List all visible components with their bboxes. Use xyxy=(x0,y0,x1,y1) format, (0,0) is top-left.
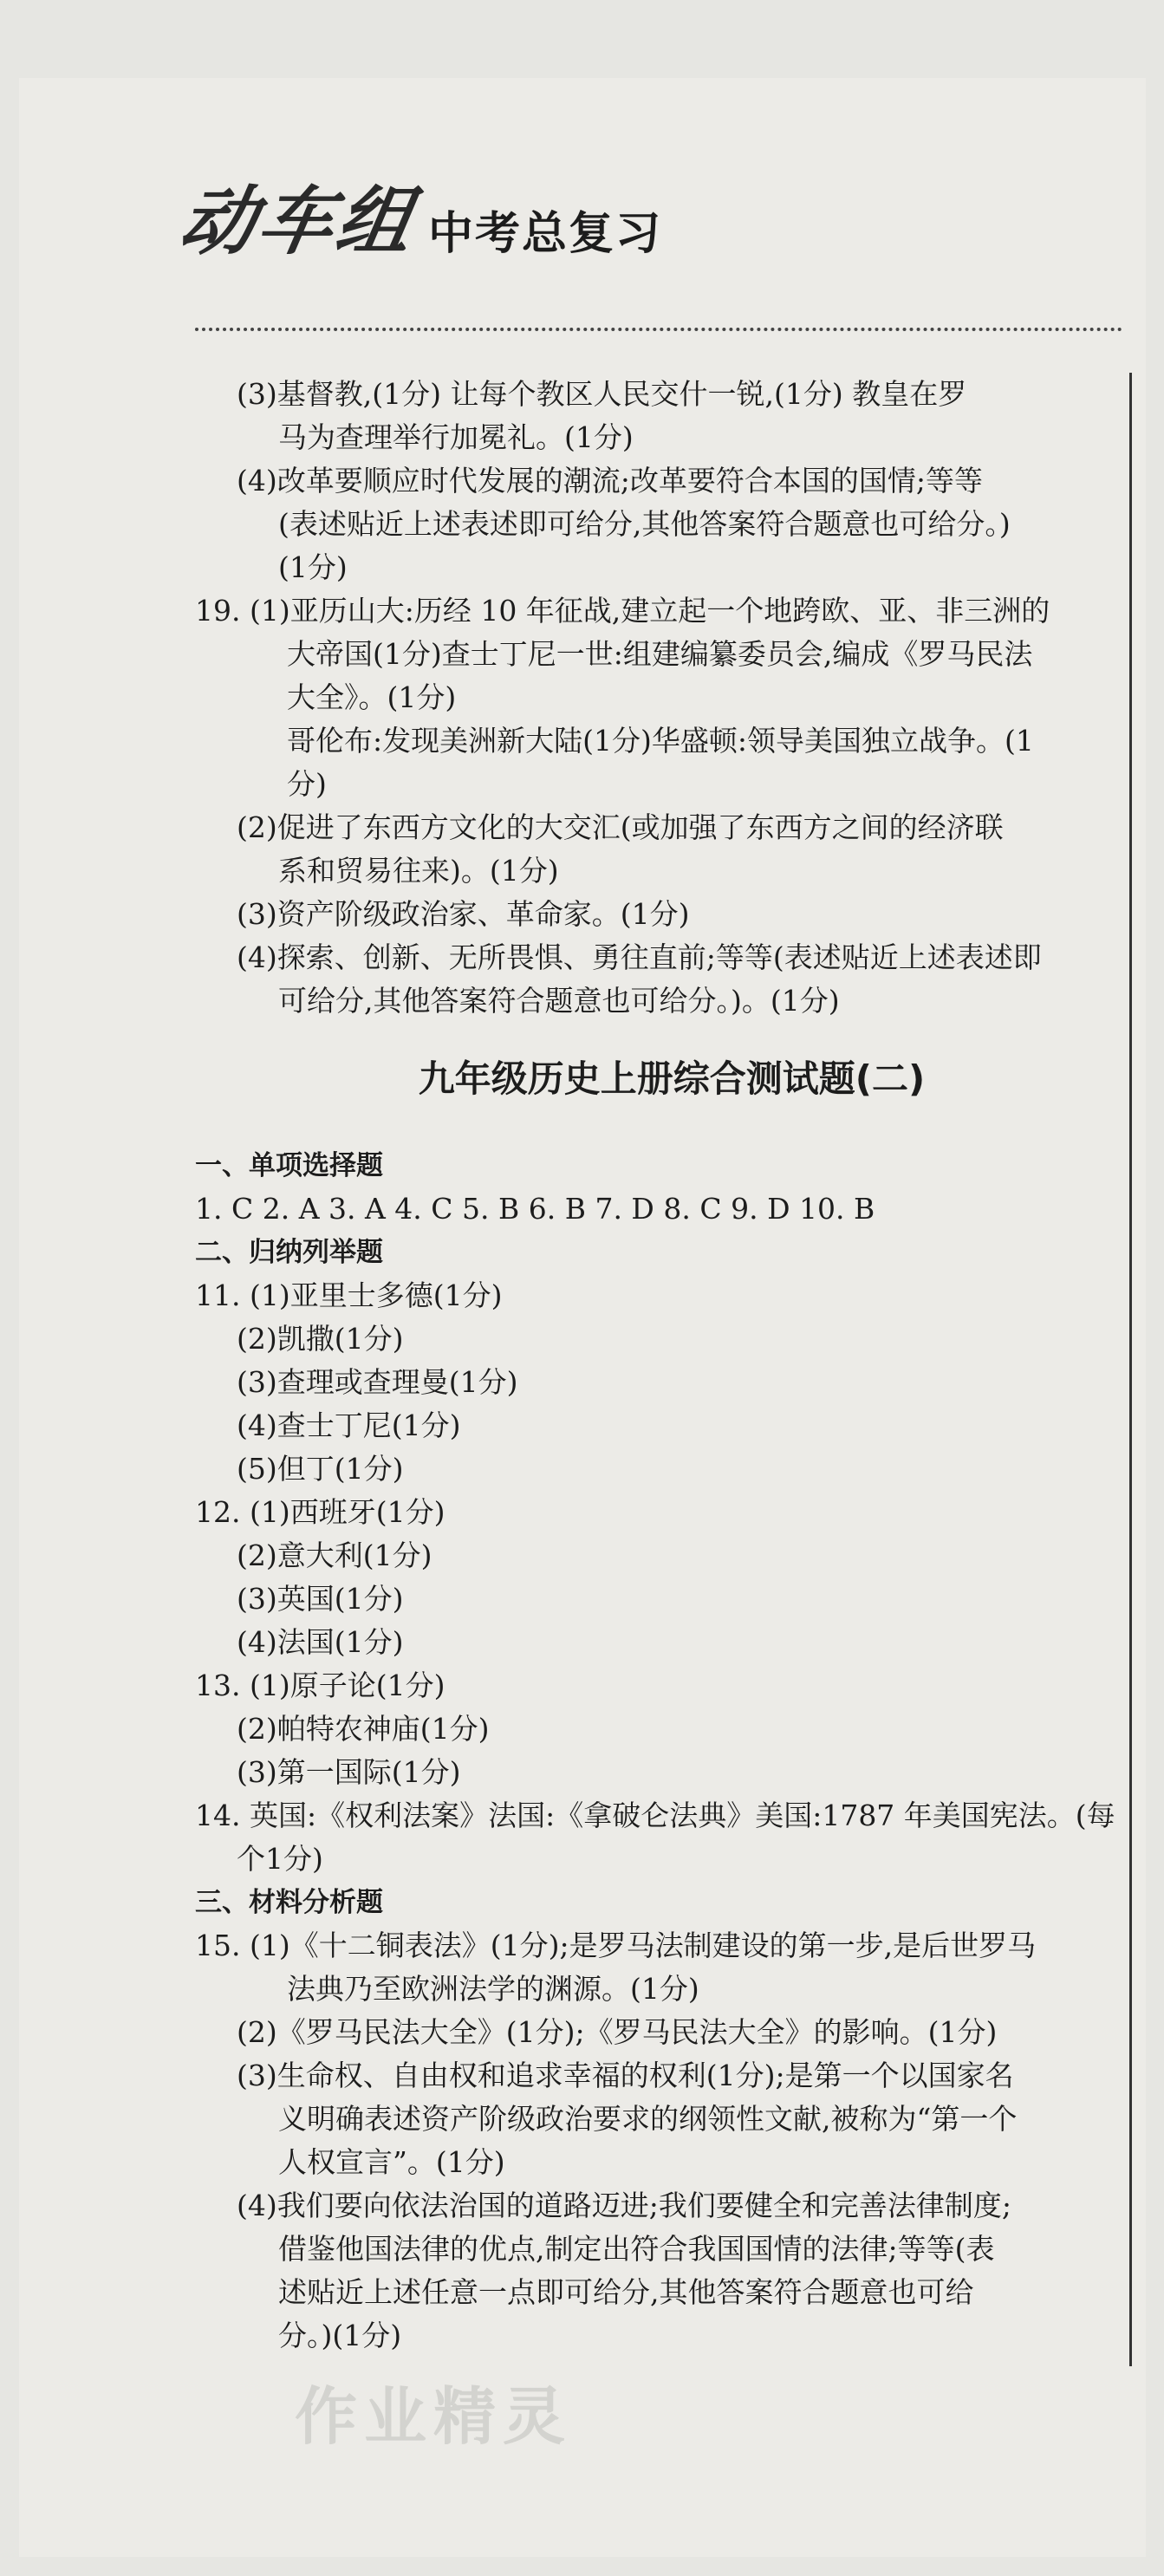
text-line: (5)但丁(1分) xyxy=(237,1452,404,1486)
text-line: (2)促进了东西方文化的大交汇(或加强了东西方之间的经济联 xyxy=(237,810,1004,844)
text-line: (2)凯撒(1分) xyxy=(237,1322,404,1356)
text-line: (表述贴近上述表述即可给分,其他答案符合题意也可给分。) xyxy=(278,507,1011,541)
choice-answers: 1. C 2. A 3. A 4. C 5. B 6. B 7. D 8. C 9. D 10. B xyxy=(195,1192,875,1226)
text-line: 个1分) xyxy=(237,1842,323,1876)
text-line: 分) xyxy=(287,767,327,801)
text-line: 借鉴他国法律的优点,制定出符合我国国情的法律;等等(表 xyxy=(278,2232,995,2266)
text-line: (2)《罗马民法大全》(1分);《罗马民法大全》的影响。(1分) xyxy=(237,2015,998,2049)
text-line: 14. 英国:《权利法案》法国:《拿破仑法典》美国:1787 年美国宪法。(每 xyxy=(195,1799,1115,1832)
dotted-divider xyxy=(195,328,1122,331)
header-subtitle: 中考总复习 xyxy=(428,208,663,260)
text-line: 可给分,其他答案符合题意也可给分。)。(1分) xyxy=(278,984,840,1018)
text-line: (2)帕特农神庙(1分) xyxy=(237,1712,490,1746)
text-line: 哥伦布:发现美洲新大陆(1分)华盛顿:领导美国独立战争。(1 xyxy=(287,724,1034,758)
text-line: (3)查理或查理曼(1分) xyxy=(237,1365,518,1399)
text-line: (4)我们要向依法治国的道路迈进;我们要健全和完善法律制度; xyxy=(237,2189,1011,2222)
text-line: (2)意大利(1分) xyxy=(237,1538,432,1572)
section-heading: 一、单项选择题 xyxy=(195,1150,383,1181)
text-line: 大全》。(1分) xyxy=(287,680,457,714)
answer-content xyxy=(195,373,1131,2358)
text-line: (4)探索、创新、无所畏惧、勇往直前;等等(表述贴近上述表述即 xyxy=(237,940,1042,974)
text-line: 分。)(1分) xyxy=(278,2319,402,2352)
watermark: 作业精灵 xyxy=(295,2380,573,2453)
text-line: 马为查理举行加冕礼。(1分) xyxy=(278,420,634,454)
section-heading: 三、材料分析题 xyxy=(195,1887,383,1918)
brand-logo: 动车组 xyxy=(172,178,423,265)
text-line: (3)生命权、自由权和追求幸福的权利(1分);是第一个以国家名 xyxy=(237,2059,1014,2092)
header xyxy=(172,173,663,269)
text-line: (4)法国(1分) xyxy=(237,1625,404,1659)
text-line: 系和贸易往来)。(1分) xyxy=(278,854,559,888)
text-line: 13. (1)原子论(1分) xyxy=(195,1669,445,1702)
text-line: (3)资产阶级政治家、革命家。(1分) xyxy=(237,897,690,931)
text-line: 15. (1)《十二铜表法》(1分);是罗马法制建设的第一步,是后世罗马 xyxy=(195,1929,1037,1962)
text-line: 义明确表述资产阶级政治要求的纲领性文献,被称为“第一个 xyxy=(278,2102,1018,2136)
text-line: 大帝国(1分)查士丁尼一世:组建编纂委员会,编成《罗马民法 xyxy=(287,637,1033,671)
test-title: 九年级历史上册综合测试题(二) xyxy=(418,1057,926,1100)
section-heading: 二、归纳列举题 xyxy=(195,1237,383,1268)
text-line: (1分) xyxy=(278,550,348,584)
text-line: (3)英国(1分) xyxy=(237,1582,404,1616)
text-line: 12. (1)西班牙(1分) xyxy=(195,1495,445,1529)
text-line: (4)改革要顺应时代发展的潮流;改革要符合本国的国情;等等 xyxy=(237,464,983,498)
text-line: (3)第一国际(1分) xyxy=(237,1755,461,1789)
text-line: (4)查士丁尼(1分) xyxy=(237,1408,461,1442)
text-line: 11. (1)亚里士多德(1分) xyxy=(195,1278,503,1312)
text-line: 人权宣言”。(1分) xyxy=(278,2145,505,2179)
text-line: (3)基督教,(1分) 让每个教区人民交什一锐,(1分) 教皇在罗 xyxy=(237,377,967,411)
text-line: 述贴近上述任意一点即可给分,其他答案符合题意也可给 xyxy=(278,2275,974,2309)
text-line: 19. (1)亚历山大:历经 10 年征战,建立起一个地跨欧、亚、非三洲的 xyxy=(195,594,1050,628)
text-line: 法典乃至欧洲法学的渊源。(1分) xyxy=(287,1972,699,2006)
